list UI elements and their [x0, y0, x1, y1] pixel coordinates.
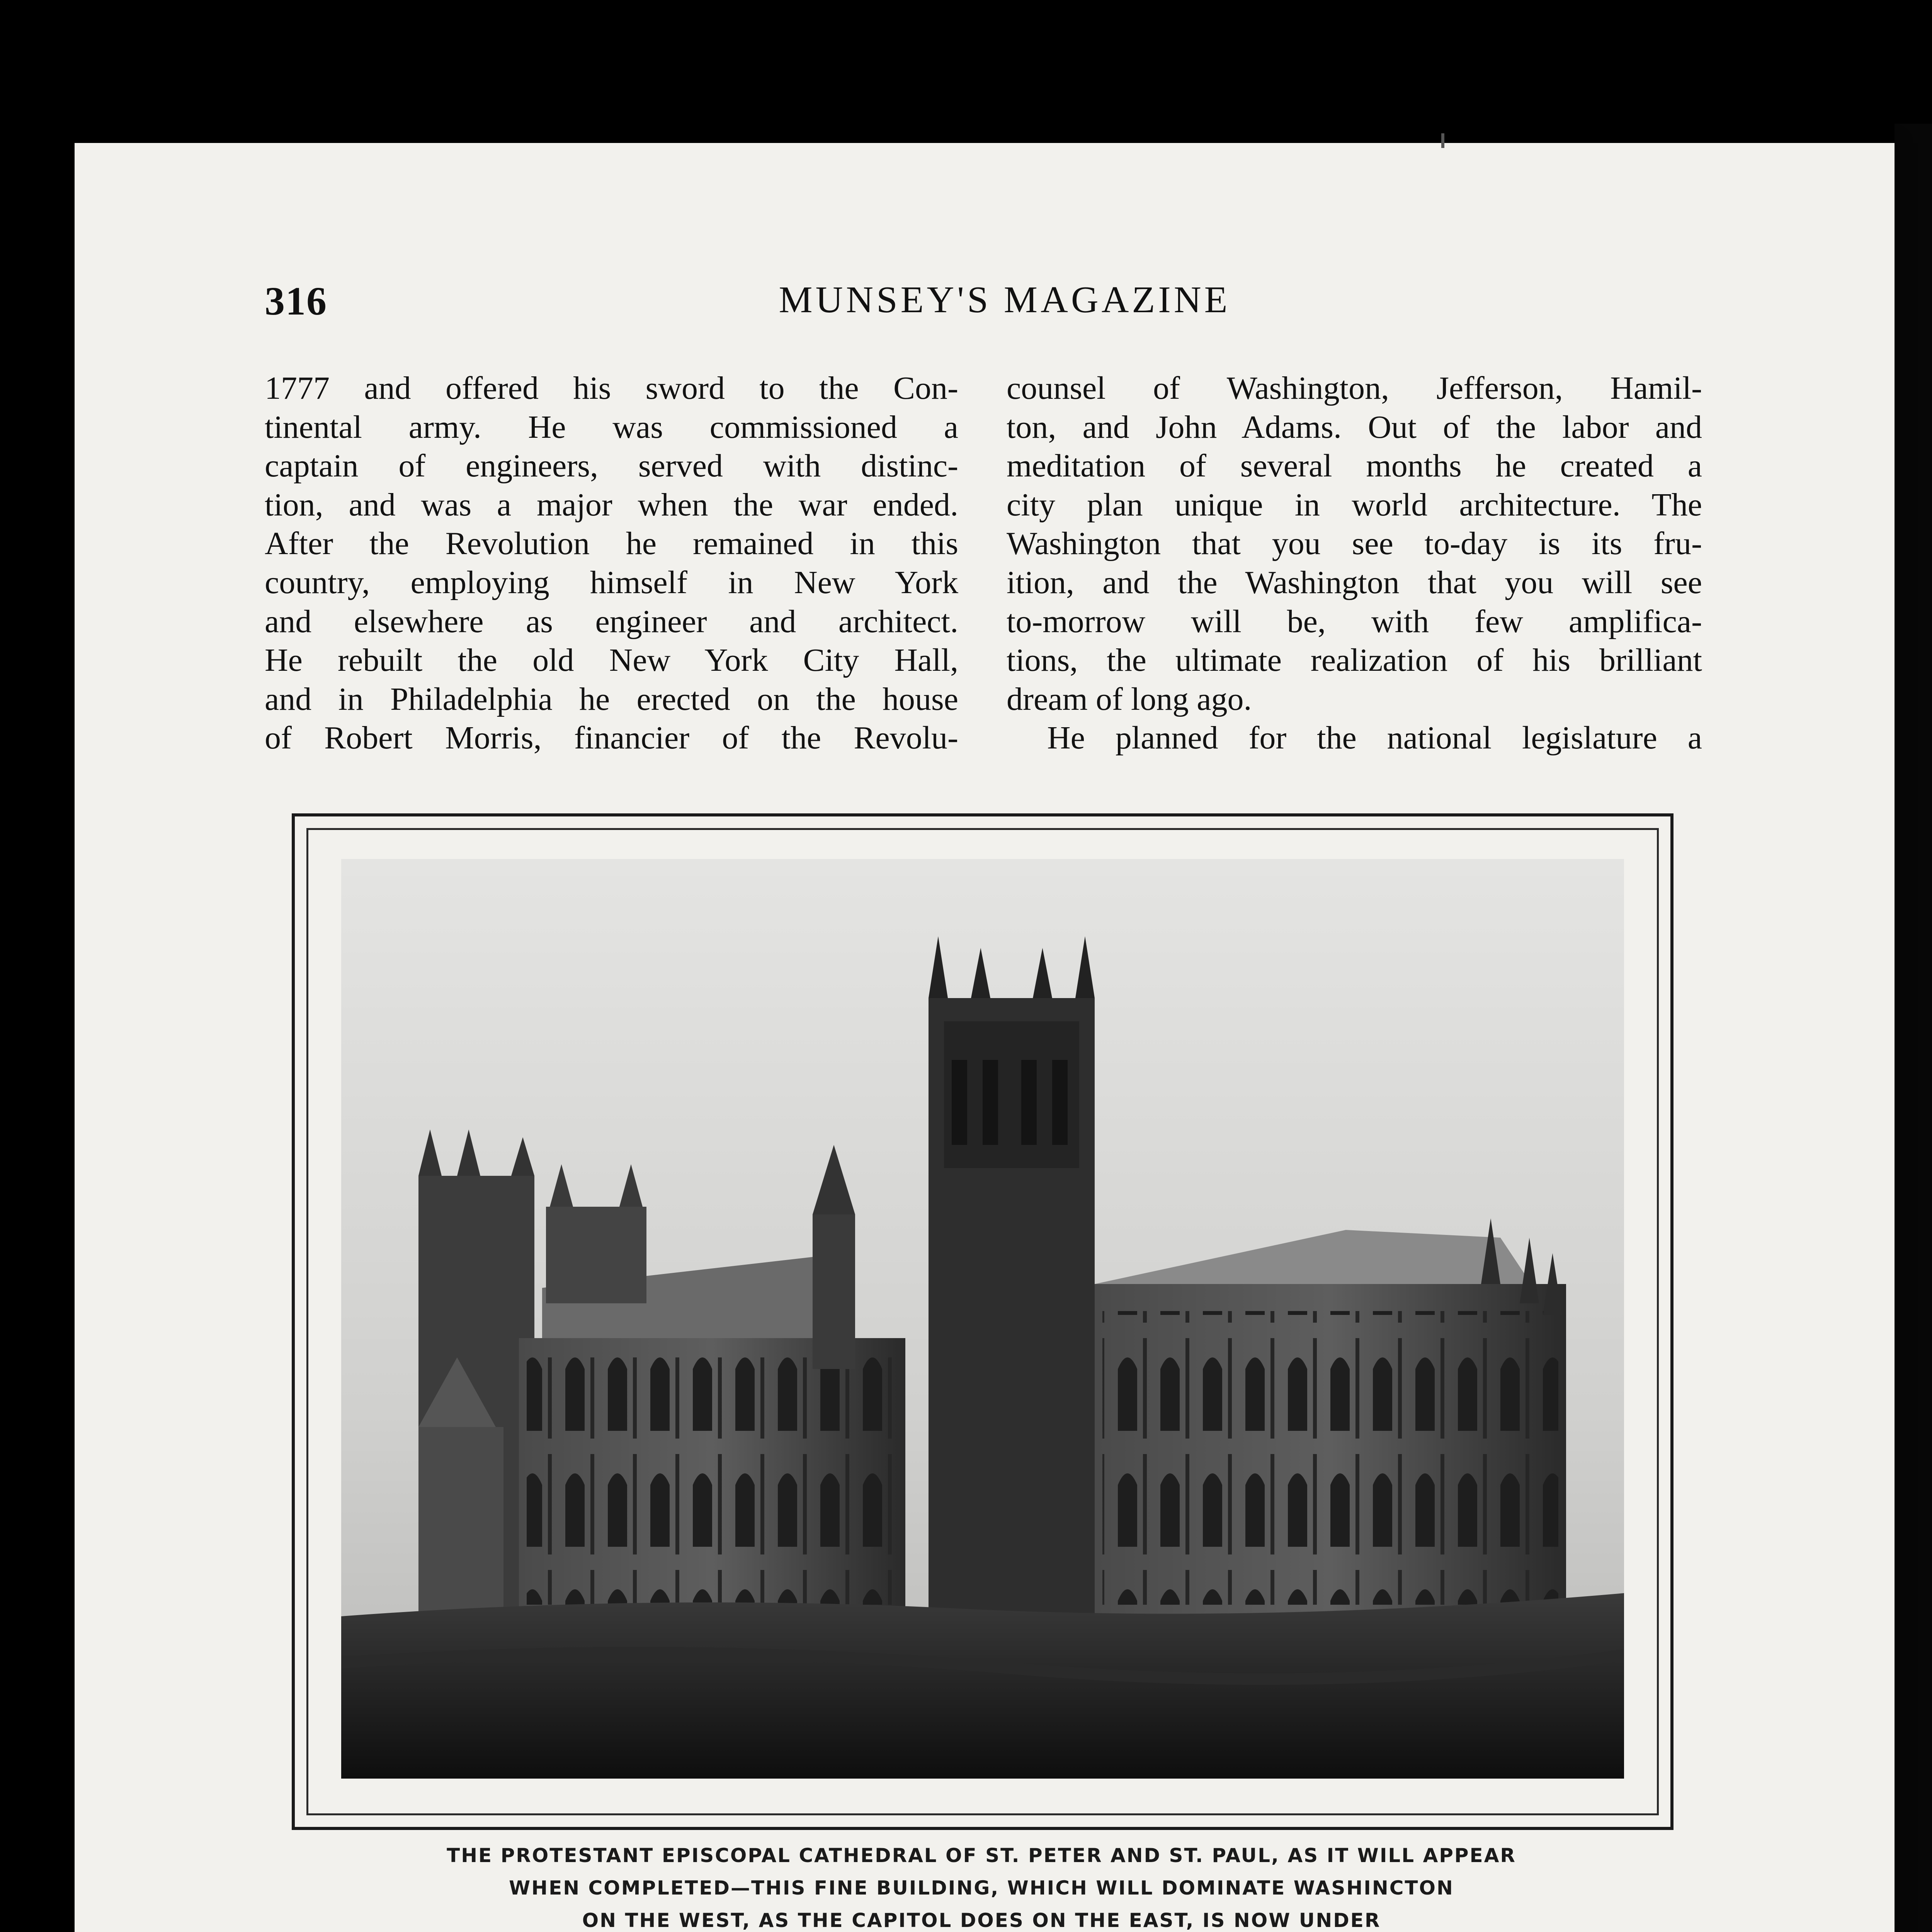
text-line: tinental army. He was commissioned a	[265, 409, 958, 445]
caption-line: THE PROTESTANT EPISCOPAL CATHEDRAL OF ST. PETER AND ST. PAUL, AS IT WILL APPEAR	[447, 1844, 1516, 1867]
text-line: He rebuilt the old New York City Hall,	[265, 642, 958, 679]
text-line: of Robert Morris, financier of the Revolu-	[265, 720, 958, 756]
text-line: and in Philadelphia he erected on the house	[265, 681, 958, 717]
adjacent-page-edge	[1895, 124, 1932, 1932]
caption-line: WHEN COMPLETED—THIS FINE BUILDING, WHICH WILL DOMINATE WASHINCTON	[509, 1877, 1454, 1899]
text-line: meditation of several months he created a	[1007, 448, 1702, 484]
page-header	[265, 278, 1725, 332]
page-number: 316	[265, 279, 327, 323]
text-column-top-right	[1007, 369, 1702, 758]
caption-line: ON THE WEST, AS THE CAPITOL DOES ON THE EAST, IS NOW UNDER	[582, 1909, 1381, 1932]
text-line: 1777 and offered his sword to the Con-	[265, 370, 958, 406]
text-column-top-left	[265, 369, 958, 758]
text-line: counsel of Washington, Jefferson, Hamil-	[1007, 370, 1702, 406]
text-line: captain of engineers, served with distinc-	[265, 448, 958, 484]
text-line: ition, and the Washington that you will see	[1007, 564, 1702, 600]
text-line: tion, and was a major when the war ended.	[265, 486, 958, 523]
text-line: dream of long ago.	[1007, 681, 1252, 717]
print-mark	[1441, 133, 1444, 148]
text-line: city plan unique in world architecture. The	[1007, 486, 1702, 523]
running-head: MUNSEY'S MAGAZINE	[779, 279, 1231, 321]
text-line: country, employing himself in New York	[265, 564, 958, 600]
text-line: He planned for the national legislature a	[1047, 720, 1702, 756]
text-line: to-morrow will be, with few amplifica-	[1007, 603, 1702, 639]
figure-frame	[292, 813, 1673, 1830]
text-line: Washington that you see to-day is its fru-	[1007, 526, 1702, 562]
text-line: ton, and John Adams. Out of the labor and	[1007, 409, 1702, 445]
text-line: and elsewhere as engineer and architect.	[265, 603, 958, 639]
text-line: After the Revolution he remained in this	[265, 526, 958, 562]
cathedral-photograph	[341, 859, 1624, 1779]
text-line: tions, the ultimate realization of his brilliant	[1007, 642, 1702, 679]
figure-caption	[270, 1839, 1692, 1932]
